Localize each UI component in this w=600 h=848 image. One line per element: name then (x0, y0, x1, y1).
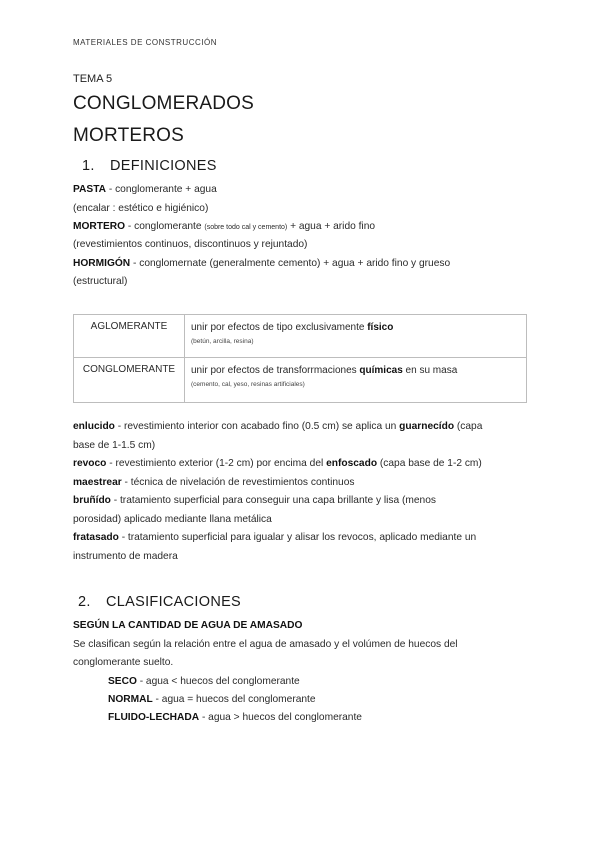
table-row (74, 315, 527, 358)
classification-intro-cont: conglomerante suelto. (73, 657, 174, 668)
definition-mortero-note: (revestimientos continuos, discontinuos y rejuntado) (73, 239, 308, 250)
definition-pasta: PASTA - conglomerante + agua (73, 184, 217, 195)
main-title: CONGLOMERADOS (73, 93, 255, 114)
list-item: SECO - agua < huecos del conglomerante (108, 676, 300, 687)
table-cell-term: AGLOMERANTE (74, 315, 185, 358)
section-number: 1. (82, 158, 95, 174)
term-fratasado: fratasado - tratamiento superficial para igualar y alisar los revocos, aplicado mediante un (73, 532, 477, 543)
term-enlucido: enlucido - revestimiento interior con acabado fino (0.5 cm) se aplica un guarnecído (capa (73, 421, 483, 432)
classification-subtitle: SEGÚN LA CANTIDAD DE AGUA DE AMASADO (73, 620, 303, 631)
table-note: (cemento, cal, yeso, resinas artificiales) (191, 381, 305, 388)
section-title: CLASIFICACIONES (106, 594, 242, 610)
term-brunido: bruñído - tratamiento superficial para conseguir una capa brillante y lisa (menos (73, 495, 436, 506)
table-cell-term: CONGLOMERANTE (74, 358, 185, 403)
definition-hormigon: HORMIGÓN - conglomernate (generalmente cemento) + agua + arido fino y grueso (73, 258, 451, 269)
term-enlucido-cont: base de 1-1.5 cm) (73, 440, 156, 451)
table-cell-description: unir por efectos de transforrmaciones químicas en su masa (cemento, cal, yeso, resinas artificiales) (185, 358, 527, 403)
definition-hormigon-note: (estructural) (73, 276, 128, 287)
topic-label: TEMA 5 (73, 73, 113, 85)
definition-pasta-note: (encalar : estético e higiénico) (73, 203, 209, 214)
term-maestrear: maestrear - técnica de nivelación de revestimientos continuos (73, 477, 355, 488)
term: MORTERO (73, 221, 126, 232)
running-header: MATERIALES DE CONSTRUCCIÓN (73, 38, 217, 47)
term: HORMIGÓN (73, 258, 131, 269)
section-heading-classifications (78, 594, 241, 610)
table-cell-description: unir por efectos de tipo exclusivamente físico (betún, arcilla, resina) (185, 315, 527, 358)
classification-intro: Se clasifican según la relación entre el agua de amasado y el volúmen de huecos del (73, 639, 458, 650)
term: PASTA (73, 184, 107, 195)
list-item: FLUIDO-LECHADA - agua > huecos del conglomerante (108, 712, 362, 723)
term-revoco: revoco - revestimiento exterior (1-2 cm) por encima del enfoscado (capa base de 1-2 cm) (73, 458, 482, 469)
table-note: (betún, arcilla, resina) (191, 338, 254, 345)
definition-mortero: MORTERO - conglomerante (sobre todo cal y cemento) + agua + arido fino (73, 221, 376, 232)
binder-table (73, 314, 527, 403)
subtitle: MORTEROS (73, 125, 185, 146)
section-number: 2. (78, 594, 91, 610)
section-heading-definitions (82, 158, 217, 174)
section-title: DEFINICIONES (110, 158, 217, 174)
term-brunido-cont: porosidad) aplicado mediante llana metálica (73, 514, 272, 525)
table-row (74, 358, 527, 403)
list-item: NORMAL - agua = huecos del conglomerante (108, 694, 316, 705)
term-fratasado-cont: instrumento de madera (73, 551, 178, 562)
